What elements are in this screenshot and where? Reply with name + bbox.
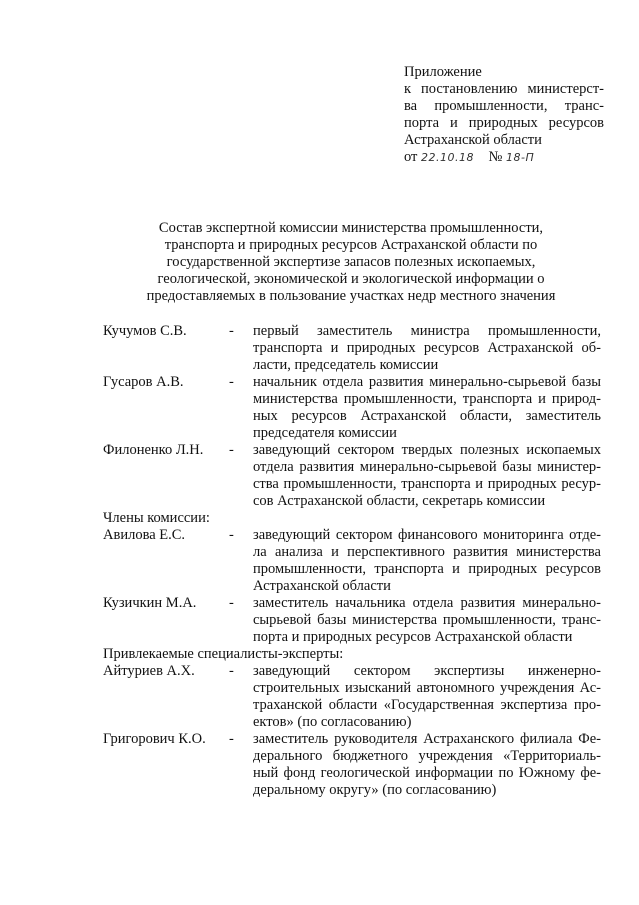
role-line: ный фонд геологической информации по Южному фе-: [253, 765, 601, 781]
title-line: государственной экспертизе запасов полезных ископаемых,: [166, 254, 536, 270]
number-prefix: №: [488, 149, 503, 165]
role-line: ектов» (по согласованию): [253, 714, 412, 730]
date-prefix: от: [404, 149, 418, 165]
title-line: предоставляемых в пользование участках недр местного значения: [146, 288, 556, 304]
member-row: [103, 731, 601, 799]
title-line: Состав экспертной комиссии министерства промышленности,: [158, 220, 544, 236]
member-name: Филоненко Л.Н.: [103, 442, 204, 458]
member-dash: -: [229, 731, 234, 747]
annex-line: ва промышленности, транс-: [404, 98, 604, 114]
role-line: дерального бюджетного учреждения «Территориаль-: [253, 748, 601, 764]
member-row: [103, 374, 601, 442]
role-line: отдела развития минерально-сырьевой базы министер-: [253, 459, 601, 475]
title-line: транспорта и природных ресурсов Астраханской области по: [164, 237, 538, 253]
member-role: [253, 595, 601, 646]
member-name: Григорович К.О.: [103, 731, 206, 747]
members-heading: Члены комиссии:: [103, 510, 210, 526]
role-line: председателя комиссии: [253, 425, 397, 441]
role-line: заведующий сектором экспертизы инженерно-: [253, 663, 601, 679]
role-line: порта и природных ресурсов Астраханской области: [253, 629, 573, 645]
experts-heading: Привлекаемые специалисты-эксперты:: [103, 646, 344, 662]
role-line: заместитель руководителя Астраханского филиала Фе-: [253, 731, 601, 747]
member-dash: -: [229, 374, 234, 390]
annex-line: Астраханской области: [404, 132, 542, 148]
role-line: сырьевой базы министерства промышленности, транс-: [253, 612, 601, 628]
role-line: деральному округу» (по согласованию): [253, 782, 497, 798]
title-line: геологической, экономической и экологической информации о: [157, 271, 545, 287]
member-dash: -: [229, 663, 234, 679]
role-line: промышленности, транспорта и природных ресурсов: [253, 561, 601, 577]
role-line: министерства промышленности, транспорта и природ-: [253, 391, 601, 407]
member-dash: -: [229, 595, 234, 611]
document-title: [120, 220, 582, 305]
member-row: [103, 323, 601, 374]
member-role: [253, 442, 601, 510]
role-line: начальник отдела развития минерально-сырьевой базы: [253, 374, 601, 390]
handwritten-number: 18-П: [505, 151, 535, 164]
annex-date-line: [404, 149, 604, 166]
role-line: заведующий сектором финансового мониторинга отде-: [253, 527, 601, 543]
role-line: Астраханской области: [253, 578, 391, 594]
handwritten-date: 22.10.18: [421, 151, 475, 164]
member-row: [103, 595, 601, 646]
member-row: [103, 527, 601, 595]
role-line: первый заместитель министра промышленности,: [253, 323, 601, 339]
member-role: [253, 731, 601, 799]
annex-block: [404, 64, 604, 166]
member-dash: -: [229, 527, 234, 543]
role-line: сов Астраханской области, секретарь комиссии: [253, 493, 546, 509]
role-line: строительных изысканий автономного учреждения Ас-: [253, 680, 601, 696]
member-row: [103, 442, 601, 510]
member-role: [253, 663, 601, 731]
member-role: [253, 374, 601, 442]
member-name: Кузичкин М.А.: [103, 595, 197, 611]
member-role: [253, 323, 601, 374]
annex-line: к постановлению министерст-: [404, 81, 604, 97]
member-dash: -: [229, 442, 234, 458]
member-name: Кучумов С.В.: [103, 323, 187, 339]
role-line: ласти, председатель комиссии: [253, 357, 439, 373]
commission-list: [103, 323, 601, 799]
role-line: траханской области «Государственная экспертиза про-: [253, 697, 601, 713]
member-name: Гусаров А.В.: [103, 374, 184, 390]
member-dash: -: [229, 323, 234, 339]
member-role: [253, 527, 601, 595]
member-name: Авилова Е.С.: [103, 527, 186, 543]
role-line: заместитель начальника отдела развития минерально-: [253, 595, 601, 611]
role-line: ства промышленности, транспорта и природных ресур-: [253, 476, 601, 492]
member-row: [103, 663, 601, 731]
role-line: ла анализа и перспективного развития министерства: [253, 544, 601, 560]
role-line: заведующий сектором твердых полезных ископаемых: [253, 442, 601, 458]
annex-line: Приложение: [404, 64, 482, 80]
role-line: ных ресурсов Астраханской области, заместитель: [253, 408, 601, 424]
role-line: транспорта и природных ресурсов Астраханской об-: [253, 340, 601, 356]
member-name: Айтуриев А.Х.: [103, 663, 195, 679]
annex-line: порта и природных ресурсов: [404, 115, 604, 131]
